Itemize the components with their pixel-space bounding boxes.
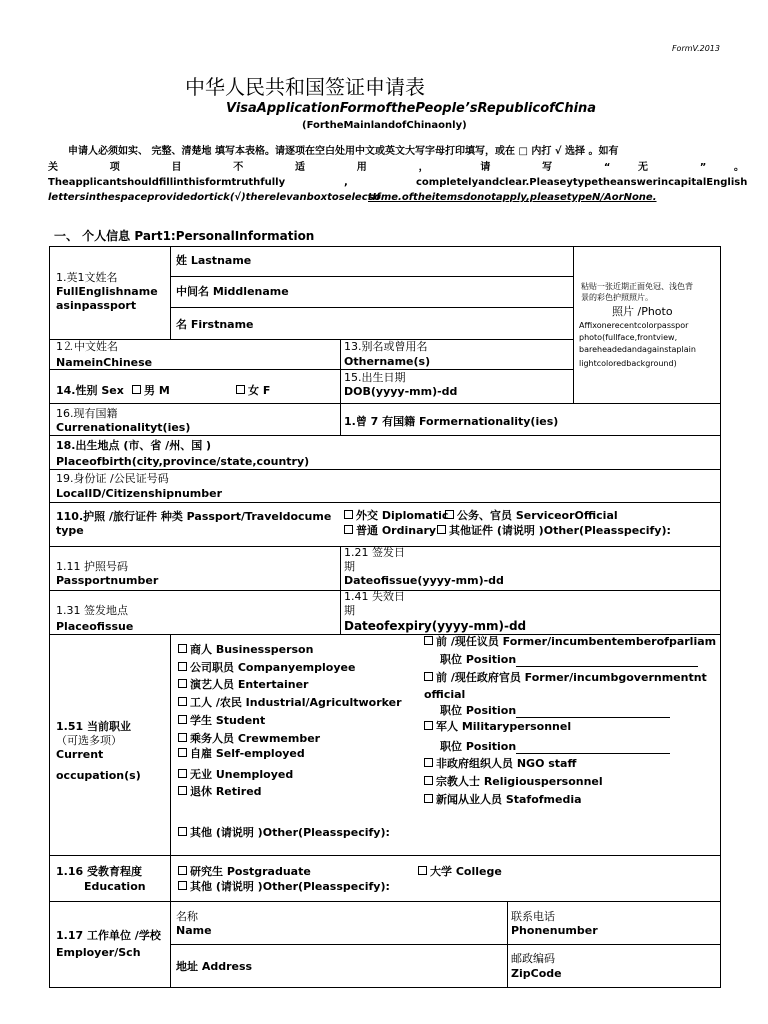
occ-left-option[interactable] (178, 747, 305, 761)
government-checkbox[interactable] (424, 672, 433, 681)
occupation-checkbox[interactable] (178, 715, 187, 724)
occ-left-option[interactable] (178, 785, 262, 799)
expiry-date-label-cn1: 1.41 失效日 (344, 590, 405, 603)
occ-religious-option[interactable] (424, 775, 603, 789)
college-label: 大学 College (430, 865, 502, 878)
english-name-label-en2: asinpassport (56, 299, 137, 312)
lastname-field[interactable]: 姓 Lastname (176, 254, 252, 267)
occupation-label-cn2: （可选多项） (56, 734, 122, 747)
sex-male-option[interactable] (132, 384, 170, 398)
instructions-en-comma: , (344, 177, 348, 188)
diplomatic-checkbox[interactable] (344, 510, 353, 519)
instructions-en-line2a: lettersinthespaceprovidedortick(√)therelevanboxtoselectIf (48, 192, 381, 203)
photo-instr-cn1: 粘贴一张近期正面免冠、浅色背 (581, 282, 693, 291)
occ-government-official: official (424, 688, 466, 701)
form-version: FormV.2013 (671, 44, 720, 53)
occupation-checkbox[interactable] (178, 769, 187, 778)
instructions-en-line1b: completelyandclear.PleaseytypetheanswerincapitalEnglish (416, 177, 748, 188)
ngo-label: 非政府组织人员 NGO staff (436, 757, 577, 770)
subtitle-en: (FortheMainlandofChinaonly) (302, 120, 467, 131)
edu-other-option[interactable] (178, 880, 390, 894)
occ-parliament-option[interactable] (424, 635, 716, 649)
occupation-option-label: 演艺人员 Entertainer (190, 678, 309, 691)
postgraduate-checkbox[interactable] (178, 866, 187, 875)
dob-label-en[interactable]: DOB(yyyy-mm)-dd (344, 385, 458, 398)
female-checkbox[interactable] (236, 385, 245, 394)
expiry-date-label-cn2: 期 (344, 604, 355, 617)
employer-zip-label-en[interactable]: ZipCode (511, 967, 562, 980)
issue-date-label-cn1: 1.21 签发日 (344, 546, 405, 559)
photo-instr-en1: Affixonerecentcolorpasspor (579, 321, 689, 330)
occupation-label-en2: occupation(s) (56, 769, 141, 782)
local-id-label-cn: 19.身份证 /公民证号码 (56, 472, 169, 485)
birthplace-label-cn: 18.出生地点 (市、省 /州、国 ) (56, 439, 212, 452)
sex-label: 14.性别 Sex (56, 384, 124, 397)
parliament-checkbox[interactable] (424, 636, 433, 645)
employer-phone-label-cn: 联系电话 (511, 910, 555, 923)
edu-other-checkbox[interactable] (178, 881, 187, 890)
photo-title: 照片 /Photo (612, 305, 673, 318)
occ-other-label: 其他 (请说明 )Other(Pleasspecify): (190, 826, 390, 839)
issue-date-label-cn2: 期 (344, 560, 355, 573)
position-line[interactable] (516, 741, 670, 754)
photo-instr-en4: lightcoloredbackground) (579, 359, 677, 368)
occ-other-checkbox[interactable] (178, 827, 187, 836)
education-label-cn: 1.16 受教育程度 (56, 865, 142, 878)
passport-other-option[interactable] (437, 524, 671, 538)
other-doc-checkbox[interactable] (437, 525, 446, 534)
position-line[interactable] (516, 705, 670, 718)
chinese-name-label-cn: 1⒉中文姓名 (56, 340, 118, 353)
edu-college-option[interactable] (418, 865, 502, 879)
instructions-cn-line2: 关 项 目 不 适 用 ， 请 写 “ 无 ” 。 (48, 162, 744, 173)
occ-parliament-position[interactable] (440, 653, 698, 667)
occ-left-option[interactable] (178, 732, 320, 746)
occupation-checkbox[interactable] (178, 786, 187, 795)
former-nationality-label[interactable]: 1.曾 7 有国籍 Formernationality(ies) (344, 415, 559, 428)
passport-diplomatic-option[interactable] (344, 509, 448, 523)
chinese-name-label-en[interactable]: NameinChinese (56, 356, 153, 369)
photo-instr-cn2: 景的彩色护照照片。 (581, 293, 653, 302)
ngo-checkbox[interactable] (424, 758, 433, 767)
position-label: 职位 Position (440, 740, 517, 753)
occ-left-option[interactable] (178, 714, 265, 728)
male-checkbox[interactable] (132, 385, 141, 394)
occ-left-option[interactable] (178, 661, 355, 675)
occ-left-option[interactable] (178, 643, 313, 657)
occupation-checkbox[interactable] (178, 662, 187, 671)
occ-government-position[interactable] (440, 704, 670, 718)
other-names-label-cn: 13.别名或曾用名 (344, 340, 428, 353)
position-label: 职位 Position (440, 704, 517, 717)
page-title: 中华人民共和国签证申请表 (185, 75, 425, 99)
occupation-checkbox[interactable] (178, 679, 187, 688)
employer-zip-label-cn: 邮政编码 (511, 952, 555, 965)
government-label: 前 /现任政府官员 Former/incumbgovernmentnt (436, 671, 707, 684)
occ-left-option[interactable] (178, 678, 309, 692)
occ-left-option[interactable] (178, 768, 293, 782)
instructions-cn-line1: 申请人必须如实、 完整、清楚地 填写本表格。请逐项在空白处用中文或英文大写字母打印填写，或在 □ 内打 √ 选择 。如有 (68, 146, 619, 157)
media-label: 新闻从业人员 Stafofmedia (436, 793, 582, 806)
service-checkbox[interactable] (445, 510, 454, 519)
local-id-label-en[interactable]: LocalID/Citizenshipnumber (56, 487, 222, 500)
photo-instr-en2: photo(fullface,frontview, (579, 333, 678, 342)
employer-name-label-cn: 名称 (176, 910, 198, 923)
military-label: 军人 Militarypersonnel (436, 720, 572, 733)
issue-date-label-en[interactable]: Dateofissue(yyyy-mm)-dd (344, 574, 504, 587)
ordinary-checkbox[interactable] (344, 525, 353, 534)
instructions-en-line1a: Theapplicantshouldfillinthisformtruthfully (48, 177, 286, 188)
occ-government-option[interactable] (424, 671, 707, 685)
other-names-label-en[interactable]: Othername(s) (344, 355, 431, 368)
diplomatic-label: 外交 Diplomatic (356, 509, 449, 522)
occ-ngo-option[interactable] (424, 757, 576, 771)
service-label: 公务、官员 ServiceorOfficial (457, 509, 618, 522)
college-checkbox[interactable] (418, 866, 427, 875)
nationality-label-en[interactable]: Currenationalityt(ies) (56, 421, 191, 434)
occ-military-option[interactable] (424, 720, 571, 734)
section-1-title: 一、 个人信息 Part1:PersonalInformation (54, 229, 315, 243)
occ-military-position[interactable] (440, 740, 670, 754)
passport-type-label2: type (56, 524, 84, 537)
occupation-option-label: 无业 Unemployed (190, 768, 294, 781)
passport-type-label1: 110.护照 /旅行证件 种类 Passport/Traveldocume (56, 510, 332, 523)
occupation-checkbox[interactable] (178, 697, 187, 706)
position-line[interactable] (516, 654, 698, 667)
occupation-checkbox[interactable] (178, 644, 187, 653)
employer-label-cn: 1.17 工作单位 /学校 (56, 929, 161, 942)
education-label-en: Education (84, 880, 146, 893)
birthplace-label-en[interactable]: Placeofbirth(city,province/state,country) (56, 455, 310, 468)
passport-number-label-en[interactable]: Passportnumber (56, 574, 159, 587)
expiry-date-label-en[interactable]: Dateofexpiry(yyyy-mm)-dd (344, 619, 527, 633)
female-label: 女 F (248, 384, 271, 397)
instructions-en-line2b: some.oftheitemsdonotapply,pleasetypeN/AorNone. (368, 192, 657, 203)
edu-postgraduate-option[interactable] (178, 865, 311, 879)
passport-ordinary-option[interactable] (344, 524, 436, 538)
occupation-option-label: 自雇 Self-employed (190, 747, 305, 760)
occ-media-option[interactable] (424, 793, 582, 807)
sex-female-option[interactable] (236, 384, 270, 398)
occupation-checkbox[interactable] (178, 733, 187, 742)
english-name-label-cn: 1.英1文姓名 (56, 271, 118, 284)
occ-other-option[interactable] (178, 826, 390, 840)
other-doc-label: 其他证件 (请说明 )Other(Pleasspecify): (449, 524, 671, 537)
occupation-option-label: 学生 Student (190, 714, 266, 727)
edu-other-label: 其他 (请说明 )Other(Pleasspecify): (190, 880, 390, 893)
occupation-checkbox[interactable] (178, 748, 187, 757)
occupation-option-label: 工人 /农民 Industrial/Agricultworker (190, 696, 402, 709)
employer-phone-label-en[interactable]: Phonenumber (511, 924, 598, 937)
employer-label-en: Employer/Sch (56, 946, 141, 959)
military-checkbox[interactable] (424, 721, 433, 730)
position-label: 职位 Position (440, 653, 517, 666)
employer-address-field[interactable]: 地址 Address (176, 960, 253, 973)
occupation-option-label: 商人 Businessperson (190, 643, 314, 656)
title-en: VisaApplicationFormofthePeople’sRepublicofChina (226, 101, 597, 116)
occupation-option-label: 乘务人员 Crewmember (190, 732, 321, 745)
media-checkbox[interactable] (424, 794, 433, 803)
nationality-label-cn: 16.现有国籍 (56, 407, 118, 420)
religious-label: 宗教人士 Religiouspersonnel (436, 775, 603, 788)
firstname-field[interactable]: 名 Firstname (176, 318, 254, 331)
english-name-label-en1: FullEnglishname (56, 285, 158, 298)
male-label: 男 M (144, 384, 170, 397)
middlename-field[interactable]: 中间名 Middlename (176, 285, 289, 298)
issue-place-label-cn: 1.31 签发地点 (56, 604, 128, 617)
occupation-option-label: 退休 Retired (190, 785, 262, 798)
ordinary-label: 普通 Ordinary (356, 524, 437, 537)
passport-number-label-cn: 1.11 护照号码 (56, 560, 128, 573)
employer-name-label-en[interactable]: Name (176, 924, 212, 937)
passport-service-option[interactable] (445, 509, 618, 523)
occ-left-option[interactable] (178, 696, 402, 710)
occupation-label-cn1: 1.51 当前职业 (56, 720, 131, 733)
dob-label-cn: 15.出生日期 (344, 371, 406, 384)
postgraduate-label: 研究生 Postgraduate (190, 865, 311, 878)
occupation-option-label: 公司职员 Companyemployee (190, 661, 356, 674)
issue-place-label-en[interactable]: Placeofissue (56, 620, 134, 633)
parliament-label: 前 /现任议员 Former/incumbentemberofparliam (436, 635, 717, 648)
religious-checkbox[interactable] (424, 776, 433, 785)
photo-instr-en3: bareheadedandagainstaplain (579, 345, 696, 354)
occupation-label-en1: Current (56, 748, 104, 761)
